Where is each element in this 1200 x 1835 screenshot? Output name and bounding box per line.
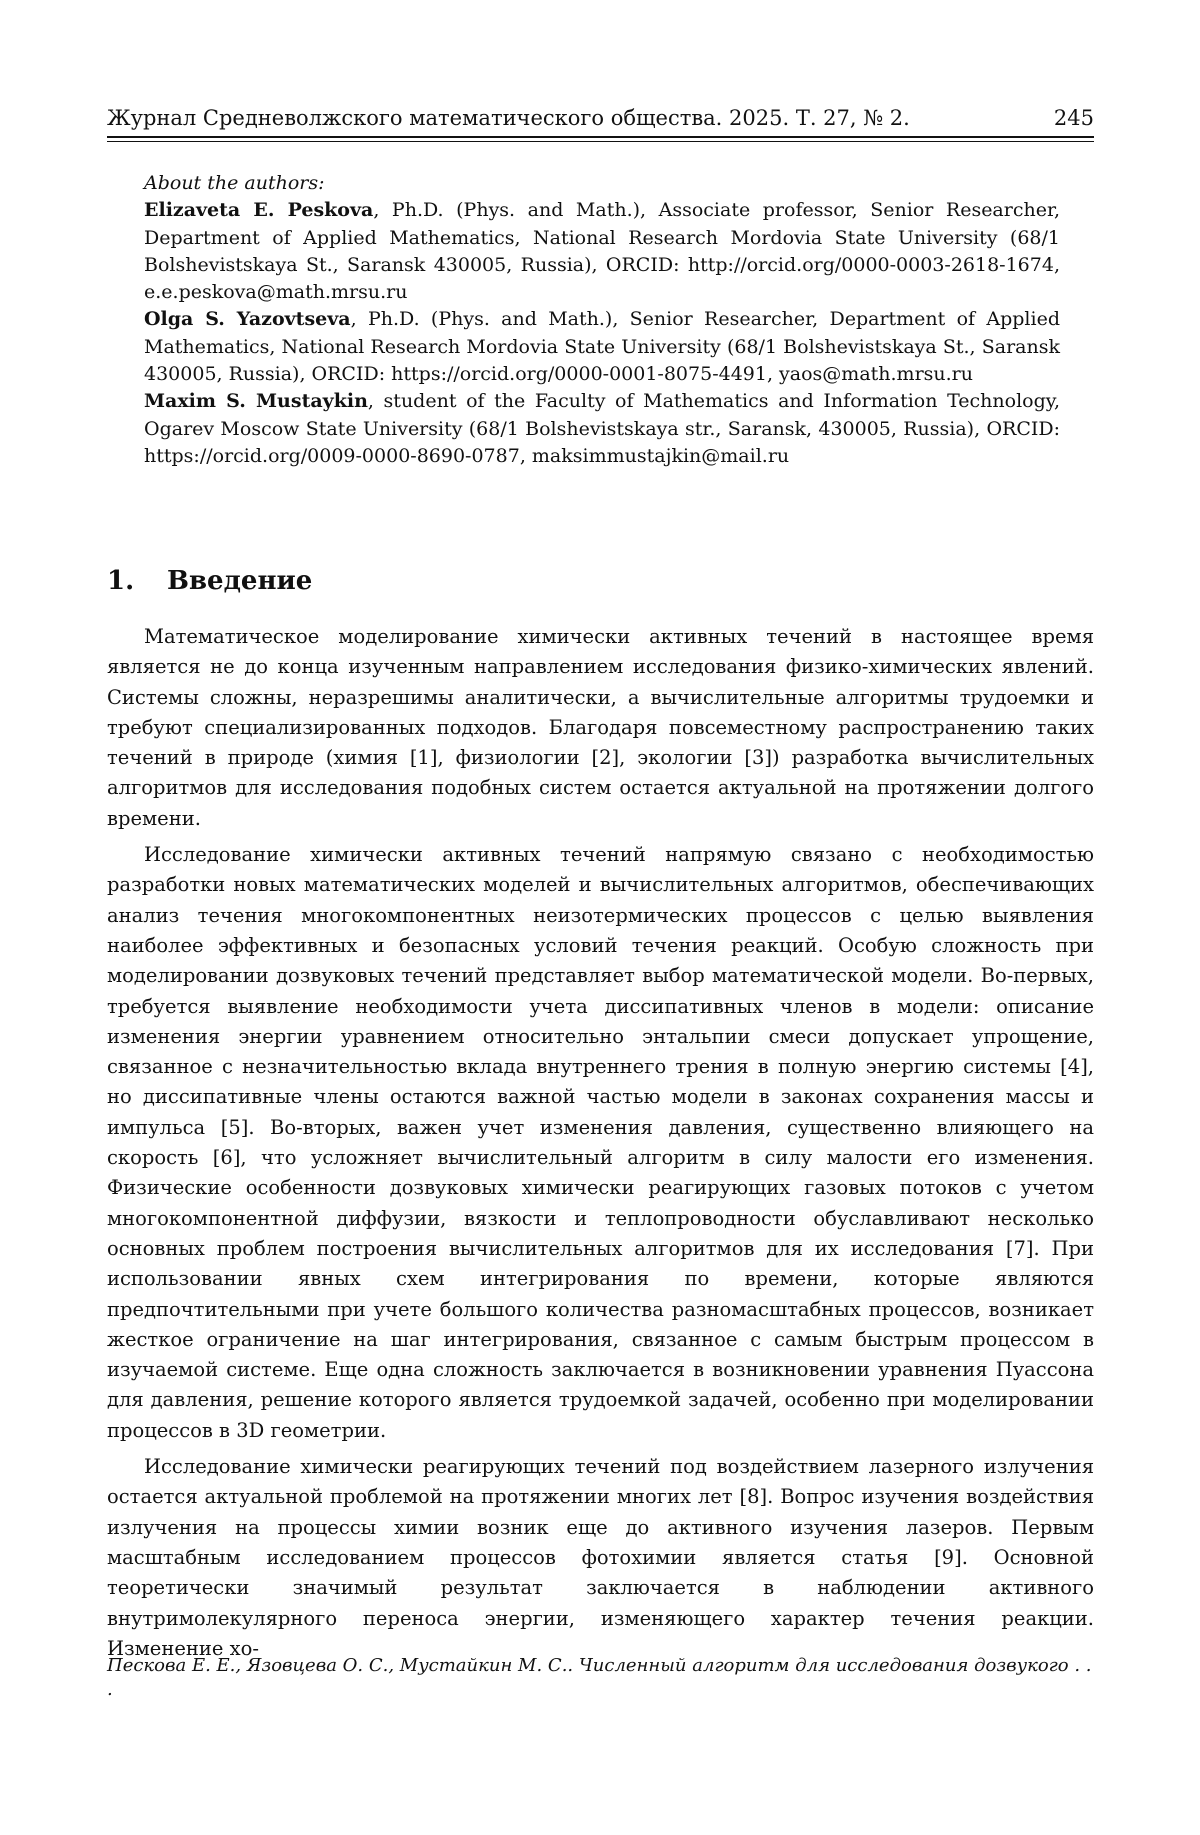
- author-name: Elizaveta E. Peskova: [144, 199, 374, 222]
- header-rule-thick: [107, 136, 1094, 138]
- section-heading: [107, 565, 312, 597]
- section-title: Введение: [167, 566, 313, 596]
- section-body: [107, 622, 1094, 1670]
- section-number: 1.: [107, 566, 135, 596]
- author-entry: [144, 306, 1060, 388]
- author-name: Maxim S. Mustaykin: [144, 390, 368, 413]
- about-authors: [144, 170, 1060, 470]
- author-name: Olga S. Yazovtseva: [144, 308, 351, 331]
- paragraph: Исследование химически реагирующих течений под воздействием лазерного излучения остается актуальной проблемой на протяжении многих лет [8]. Вопрос изучения воздействия излучения на процессы химии возник еще до активного изучения лазеров. Первым масштабным исследованием процессов фотохимии является статья [9]. Основной теоретически значимый результат заключается в наблюдении активного внутримолекулярного переноса энергии, изменяющего характер течения реакции. Изменение хо-: [107, 1455, 1094, 1660]
- about-authors-label: About the authors:: [144, 172, 325, 194]
- paragraph: Исследование химически активных течений напрямую связано с необходимостью разработки новых математических моделей и вычислительных алгоритмов, обеспечивающих анализ течения многокомпонентных неизотермических процессов с целью выявления наиболее эффективных и безопасных условий течения реакций. Особую сложность при моделировании дозвуковых течений представляет выбор математической модели. Во-первых, требуется выявление необходимости учета диссипативных членов в модели: описание изменения энергии уравнением относительно энтальпии смеси допускает упрощение, связанное с незначительностью вклада внутреннего трения в полную энергию системы [4], но диссипативные члены остаются важной частью модели в законах сохранения массы и импульса [5]. Во-вторых, важен учет изменения давления, существенно влияющего на скорость [6], что усложняет вычислительный алгоритм в силу малости его изменения. Физические особенности дозвуковых химически реагирующих газовых потоков с учетом многокомпонентной диффузии, вязкости и теплопроводности обуславливают несколько основных проблем построения вычислительных алгоритмов для их исследования [7]. При использовании явных схем интегрирования по времени, которые являются предпочтительными при учете большого количества разномасштабных процессов, возникает жесткое ограничение на шаг интегрирования, связанное с самым быстрым процессом в изучаемой системе. Еще одна сложность заключается в возникновении уравнения Пуассона для давления, решение которого является трудоемкой задачей, особенно при моделировании процессов в 3D геометрии.: [107, 843, 1094, 1442]
- author-bio: , Ph.D. (Phys. and Math.), Senior Researcher, Department of Applied Mathematics, National Research Mordovia State University (68/1 Bolshevistskaya St., Saransk 430005, Russia), ORCID: https://orcid.org/0000-0001-8075-4491, yaos@math.mrsu.ru: [144, 308, 1060, 386]
- author-bio: , student of the Faculty of Mathematics and Information Technology, Ogarev Moscow State University (68/1 Bolshevistskaya str., Saransk, 430005, Russia), ORCID: https://orcid.org/0009-0000-8690-0787, maksimmustajkin@mail.ru: [144, 390, 1060, 467]
- author-bio: , Ph.D. (Phys. and Math.), Associate professor, Senior Researcher, Department of Applied Mathematics, National Research Mordovia State University (68/1 Bolshevistskaya St., Saransk 430005, Russia), ORCID: http://orcid.org/0000-0003-2618-1674, e.e.peskova@math.mrsu.ru: [144, 199, 1061, 304]
- author-entry: [144, 388, 1060, 470]
- journal-title: Журнал Средневолжского математического общества. 2025. Т. 27, № 2.: [107, 106, 910, 130]
- paragraph: Математическое моделирование химически активных течений в настоящее время является не до конца изученным направлением исследования физико-химических явлений. Системы сложны, неразрешимы аналитически, а вычислительные алгоритмы трудоемки и требуют специализированных подходов. Благодаря повсеместному распространению таких течений в природе (химия [1], физиологии [2], экологии [3]) разработка вычислительных алгоритмов для исследования подобных систем остается актуальной на протяжении долгого времени.: [107, 625, 1094, 830]
- author-entry: [144, 197, 1060, 306]
- header-rule-thin: [107, 141, 1094, 142]
- running-header: [107, 104, 1094, 132]
- page-number: 245: [1053, 106, 1094, 130]
- running-footer: Пескова Е. Е., Язовцева О. С., Мустайкин М. С.. Численный алгоритм для исследования дозвукого . . .: [107, 1655, 1092, 1700]
